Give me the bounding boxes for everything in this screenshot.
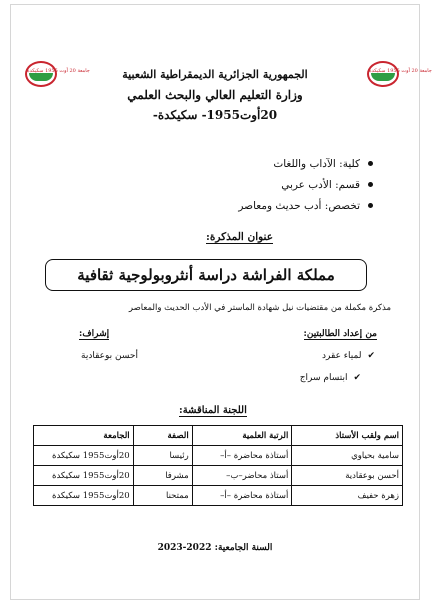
student-item <box>322 351 375 361</box>
supervisor-name: أحسن بوعقادية <box>81 351 138 361</box>
memo-subtitle: مذكرة مكملة من مقتضيات نيل شهادة الماستر في الأدب الحديث والمعاصر <box>128 303 391 313</box>
info-list <box>238 153 373 216</box>
university-name: 20أوت1955- سكيكدة- <box>152 108 278 122</box>
department-text: قسم: الأدب عربي <box>281 178 360 191</box>
ministry-name: وزارة التعليم العالي والبحث العلمي <box>127 88 303 102</box>
committee-label: اللجنة المناقشة: <box>179 405 247 416</box>
committee-table <box>33 425 403 506</box>
table-cell: ممتحنا <box>133 486 192 506</box>
university-logo-right: جامعة 20 أوت 1955 سكيكدة <box>365 59 401 89</box>
academic-year: السنة الجامعية: 2022-2023 <box>157 543 273 553</box>
column-header: اسم ولقب الأستاذ <box>292 426 403 446</box>
list-item <box>238 153 373 174</box>
memo-title-box <box>45 259 367 291</box>
student-name: ابتسام سراج <box>299 373 348 383</box>
table-row <box>34 446 403 466</box>
bullet-icon <box>368 203 373 208</box>
list-item <box>238 174 373 195</box>
memo-title-label: عنوان المذكرة: <box>205 231 273 243</box>
republic-name: الجمهورية الجزائرية الديمقراطية الشعبية <box>122 68 308 81</box>
student-name: لمياء عقرد <box>322 351 362 361</box>
student-item <box>300 373 361 383</box>
bullet-icon <box>368 161 373 166</box>
supervisor-label: إشراف: <box>79 329 110 339</box>
list-item <box>238 195 373 216</box>
specialty-text: تخصص: أدب حديث ومعاصر <box>238 199 360 212</box>
university-logo-left: جامعة 20 أوت 1955 سكيكدة <box>23 59 59 89</box>
column-header: الصفة <box>133 426 192 446</box>
table-cell: 20أوت1955 سكيكدة <box>34 446 134 466</box>
prepared-by-label: من إعداد الطالبتين: <box>303 329 377 339</box>
table-cell: رئيسا <box>133 446 192 466</box>
table-cell: سامية بحياوي <box>292 446 403 466</box>
document-page <box>10 4 432 600</box>
table-cell: أحسن بوعقادية <box>292 466 403 486</box>
table-cell: أستاذة محاضرة –أ– <box>192 446 292 466</box>
faculty-text: كلية: الآداب واللغات <box>273 157 360 170</box>
column-header: الجامعة <box>34 426 134 446</box>
table-row <box>34 486 403 506</box>
table-cell: 20أوت1955 سكيكدة <box>34 466 134 486</box>
memo-title: مملكة الفراشة دراسة أنثروبولوجية ثقافية <box>77 266 335 284</box>
column-header: الرتبة العلمية <box>192 426 292 446</box>
check-icon: ✔ <box>353 373 361 383</box>
table-cell: زهرة حفيف <box>292 486 403 506</box>
table-cell: أستاذ محاضر–ب– <box>192 466 292 486</box>
table-cell: أستاذة محاضرة –أ– <box>192 486 292 506</box>
table-header-row <box>34 426 403 446</box>
table-row <box>34 466 403 486</box>
table-cell: 20أوت1955 سكيكدة <box>34 486 134 506</box>
table-cell: مشرفا <box>133 466 192 486</box>
check-icon: ✔ <box>367 351 375 361</box>
document-header <box>11 65 419 125</box>
bullet-icon <box>368 182 373 187</box>
